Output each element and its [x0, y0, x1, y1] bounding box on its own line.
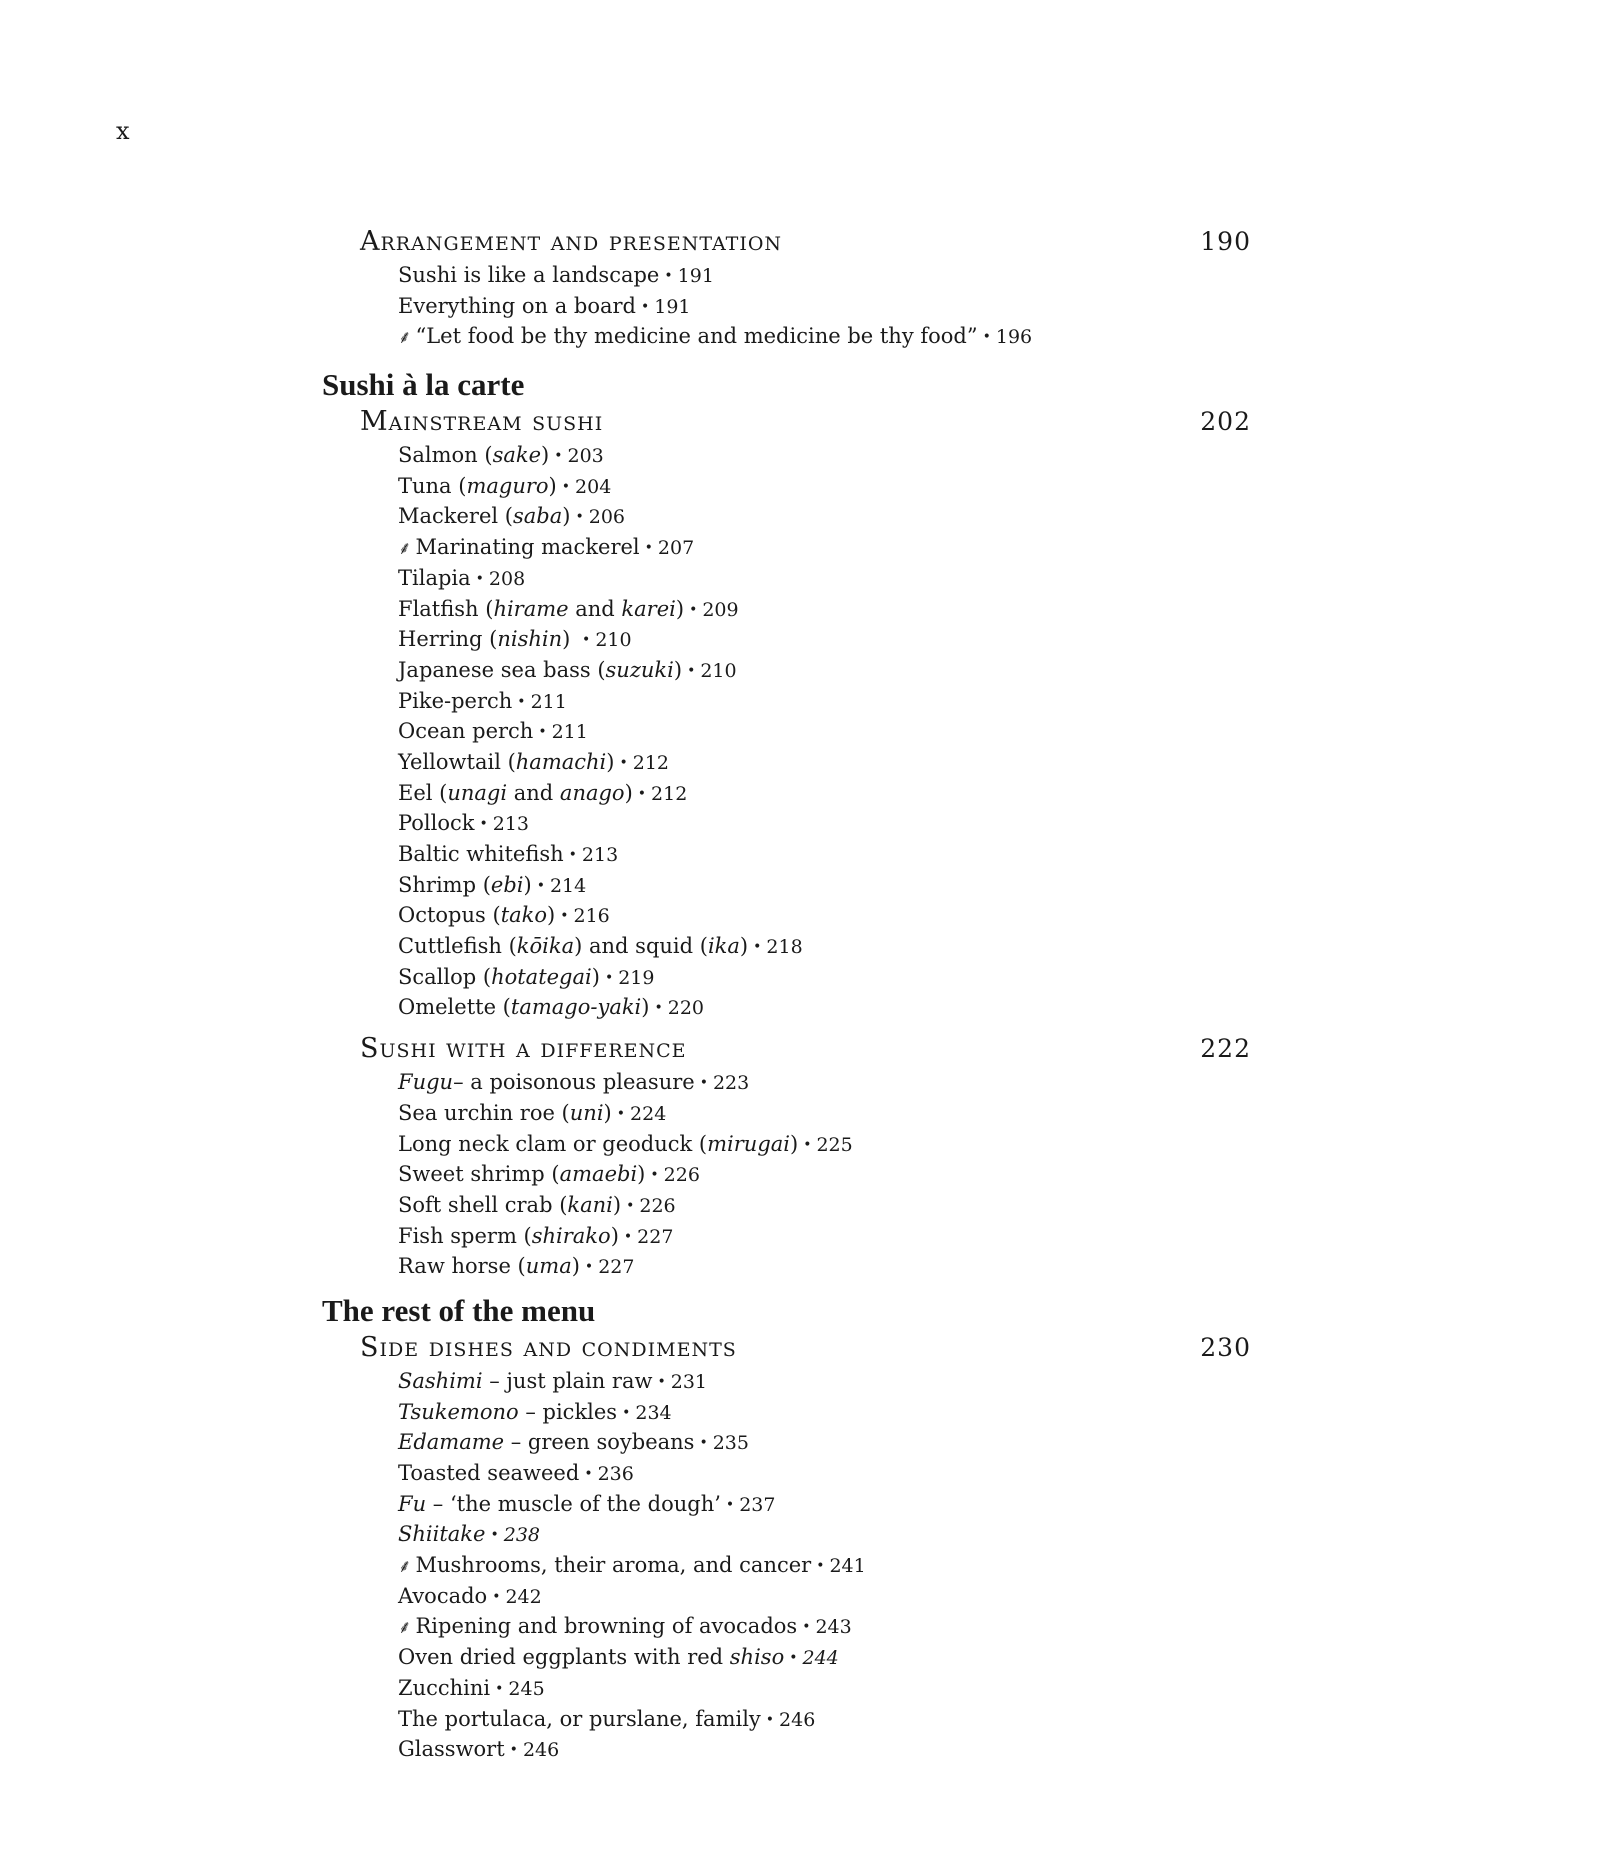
entry-page-number: 223	[712, 1072, 750, 1095]
toc-entry[interactable]	[398, 1067, 1257, 1098]
bullet-separator: •	[490, 1527, 499, 1544]
toc-entry[interactable]	[398, 747, 1257, 778]
entry-page-number: 231	[670, 1370, 708, 1393]
toc-entry[interactable]	[398, 501, 1257, 532]
entry-page-number: 211	[530, 690, 567, 713]
entry-term: hirame	[493, 596, 569, 621]
toc-entry[interactable]	[398, 1159, 1257, 1190]
bullet-separator: •	[816, 1558, 825, 1575]
toc-entry[interactable]	[398, 1673, 1257, 1704]
bullet-separator: •	[619, 754, 628, 771]
toc-entry[interactable]	[398, 1366, 1257, 1397]
toc-entry[interactable]	[398, 870, 1257, 901]
bullet-separator: •	[509, 1742, 518, 1759]
bullet-separator: •	[584, 1466, 593, 1482]
bullet-separator: •	[568, 847, 577, 863]
section-heading[interactable]	[322, 1330, 1257, 1366]
bullet-separator: •	[623, 1228, 633, 1245]
entry-text: Octopus (	[398, 903, 501, 928]
entry-text: )	[790, 1131, 799, 1156]
entry-text: The portulaca, or purslane, family	[398, 1706, 761, 1731]
bullet-separator: •	[802, 1619, 811, 1636]
bullet-separator: •	[689, 601, 698, 618]
entry-text: Yellowtail (	[398, 749, 516, 774]
entry-term: Tsukemono	[398, 1399, 519, 1424]
entry-page-number: 210	[595, 629, 632, 652]
entry-page-number: 241	[829, 1555, 866, 1578]
entry-text: Soft shell crab (	[398, 1192, 568, 1217]
toc-entry[interactable]	[398, 839, 1257, 870]
toc-entry[interactable]	[398, 624, 1257, 655]
page-folio: x	[116, 117, 130, 145]
entry-term: anago	[559, 780, 625, 805]
entry-text: Marinating mackerel	[415, 535, 640, 560]
entry-text: ) and squid (	[574, 934, 708, 959]
entry-text: )	[562, 627, 578, 652]
entry-text: Oven dried eggplants with red	[398, 1645, 730, 1670]
entry-page-number: 209	[702, 598, 739, 621]
bullet-separator: •	[517, 693, 526, 710]
bullet-separator: •	[582, 632, 591, 649]
entry-text: )	[606, 749, 615, 774]
bullet-separator: •	[495, 1680, 504, 1697]
entry-term: shirako	[531, 1223, 611, 1248]
toc-entry[interactable]	[398, 1642, 1257, 1673]
entry-text: Sweet shrimp (	[398, 1162, 560, 1187]
toc-entry[interactable]	[398, 1734, 1257, 1765]
entry-text: Pike-perch	[398, 688, 513, 713]
entry-text: )	[571, 1254, 580, 1279]
entry-list	[322, 260, 1257, 352]
section-page-number: 202	[1200, 407, 1251, 437]
entry-page-number: 227	[598, 1256, 635, 1279]
entry-term: unagi	[447, 780, 508, 805]
entry-term: karei	[621, 596, 676, 621]
entry-term: mirugai	[707, 1131, 790, 1156]
entry-text: – ‘the muscle of the dough’	[426, 1491, 721, 1516]
entry-text: )	[637, 1162, 646, 1187]
toc-entry[interactable]	[398, 1489, 1257, 1520]
entry-page-number: 246	[522, 1739, 560, 1762]
entry-page-number: 243	[815, 1616, 852, 1639]
entry-page-number: 237	[739, 1493, 776, 1516]
toc-entry[interactable]	[398, 686, 1257, 717]
toc-entry[interactable]	[398, 1129, 1257, 1160]
toc-entry[interactable]	[398, 1581, 1257, 1612]
feature-marker-icon: ⸙	[398, 1617, 412, 1639]
entry-page-number: 196	[995, 326, 1033, 349]
entry-page-number: 242	[505, 1585, 542, 1608]
entry-text: – green soybeans	[504, 1430, 695, 1455]
bullet-separator: •	[650, 1167, 659, 1184]
toc-entry[interactable]	[398, 1550, 1257, 1581]
section-heading[interactable]	[322, 224, 1257, 260]
entry-page-number: 212	[651, 782, 688, 805]
entry-term: Fugu	[398, 1070, 454, 1095]
entry-text: )	[641, 995, 650, 1020]
bullet-separator: •	[699, 1075, 708, 1092]
entry-page-number: 204	[575, 475, 612, 498]
entry-text: Salmon (	[398, 443, 493, 468]
toc-entry[interactable]	[398, 1519, 1257, 1550]
entry-text: and	[507, 780, 560, 805]
entry-page-number: 218	[766, 936, 803, 959]
entry-page-number: 191	[677, 265, 714, 287]
entry-text: )	[624, 780, 633, 805]
entry-text: and	[568, 596, 622, 621]
entry-text: )	[739, 934, 749, 959]
entry-text: – pickles	[518, 1399, 618, 1424]
entry-text: )	[612, 1192, 622, 1217]
bullet-separator: •	[803, 1136, 812, 1153]
entry-list	[322, 1366, 1257, 1765]
bullet-separator: •	[982, 329, 991, 346]
toc-section	[322, 1031, 1257, 1282]
entry-term: sake	[492, 443, 542, 468]
entry-text: Mushrooms, their aroma, and cancer	[415, 1553, 812, 1578]
entry-text: Herring (	[398, 627, 498, 652]
entry-text: Zucchini	[398, 1675, 491, 1700]
bullet-separator: •	[616, 1105, 626, 1122]
entry-text: Long neck clam or geoduck (	[398, 1131, 708, 1156]
entry-text: Eel (	[398, 780, 448, 805]
entry-term: ika	[707, 934, 740, 959]
entry-text: Shrimp (	[398, 872, 491, 897]
toc-entry[interactable]	[398, 532, 1257, 563]
bullet-separator: •	[622, 1404, 631, 1421]
entry-page-number: 235	[712, 1432, 749, 1455]
section-title: Sushi with a difference	[360, 1033, 687, 1065]
entry-text: )	[673, 657, 683, 682]
bullet-separator: •	[699, 1435, 708, 1452]
entry-term: uni	[569, 1100, 604, 1125]
toc-entry[interactable]	[398, 992, 1257, 1023]
entry-text: )	[547, 903, 556, 928]
bullet-separator: •	[644, 540, 653, 557]
entry-page-number: 245	[508, 1677, 545, 1700]
bullet-separator: •	[560, 908, 569, 925]
entry-term: Edamame	[398, 1430, 505, 1455]
bullet-separator: •	[561, 478, 571, 495]
bullet-separator: •	[575, 509, 584, 526]
entry-page-number: 213	[492, 813, 530, 836]
entry-term: hamachi	[515, 749, 607, 774]
entry-page-number: 219	[618, 966, 655, 989]
entry-page-number: 238	[503, 1524, 540, 1547]
toc-entry[interactable]	[398, 931, 1257, 962]
bullet-separator: •	[637, 785, 647, 802]
bullet-separator: •	[475, 570, 484, 587]
entry-text: Tilapia	[398, 565, 471, 590]
entry-term: hotategai	[491, 964, 592, 989]
entry-term: nishin	[497, 627, 563, 652]
entry-text: )	[603, 1100, 612, 1125]
toc-entry[interactable]	[398, 321, 1257, 352]
entry-page-number: 216	[573, 905, 610, 928]
bullet-separator: •	[584, 1259, 594, 1276]
bullet-separator: •	[654, 1000, 663, 1017]
entry-page-number: 244	[802, 1647, 839, 1670]
toc-entry[interactable]	[398, 778, 1257, 809]
entry-term: maguro	[466, 473, 549, 498]
entry-text: Everything on a board	[398, 293, 636, 318]
entry-text: Fish sperm (	[398, 1223, 532, 1248]
toc-entry[interactable]	[398, 1458, 1257, 1489]
entry-page-number: 236	[597, 1463, 634, 1485]
feature-marker-icon: ⸙	[398, 327, 412, 349]
entry-term: ebi	[490, 872, 524, 897]
entry-term: shiso	[729, 1645, 785, 1670]
entry-page-number: 203	[567, 445, 604, 468]
entry-text: – just plain raw	[482, 1368, 653, 1393]
entry-page-number: 208	[488, 567, 526, 590]
bullet-separator: •	[664, 268, 673, 284]
entry-page-number: 206	[588, 506, 625, 529]
entry-page-number: 213	[581, 844, 619, 866]
toc-entry[interactable]	[398, 716, 1257, 747]
bullet-separator: •	[479, 816, 488, 833]
bullet-separator: •	[554, 448, 563, 465]
entry-term: kōika	[516, 934, 575, 959]
toc-section	[322, 1330, 1257, 1765]
toc-entry[interactable]	[398, 1704, 1257, 1735]
entry-term: uma	[525, 1254, 572, 1279]
entry-text: Baltic whitefish	[398, 842, 564, 866]
entry-text: Pollock	[398, 811, 475, 836]
entry-term: Sashimi	[398, 1368, 483, 1393]
toc-entry[interactable]	[398, 471, 1257, 502]
section-heading[interactable]	[322, 1031, 1257, 1067]
entry-text: Toasted seaweed	[398, 1461, 580, 1485]
section-page-number: 230	[1200, 1332, 1251, 1362]
feature-marker-icon: ⸙	[398, 1556, 412, 1578]
entry-text: – a poisonous pleasure	[453, 1070, 695, 1095]
toc-entry[interactable]	[398, 962, 1257, 993]
entry-text: )	[675, 596, 685, 621]
entry-text: Japanese sea bass (	[398, 657, 606, 682]
toc-entry[interactable]	[398, 1397, 1257, 1428]
entry-text: )	[591, 964, 600, 989]
toc-entry[interactable]	[398, 1190, 1257, 1221]
bullet-separator: •	[765, 1711, 775, 1728]
entry-text: Scallop (	[398, 964, 492, 989]
entry-page-number: 220	[667, 997, 705, 1020]
entry-text: )	[523, 872, 532, 897]
entry-list	[322, 440, 1257, 1023]
entry-term: amaebi	[559, 1162, 638, 1187]
entry-text: Mackerel (	[398, 504, 513, 529]
toc-section	[322, 224, 1257, 352]
table-of-contents	[322, 224, 1257, 1765]
bullet-separator: •	[536, 877, 545, 894]
toc-entry[interactable]	[398, 808, 1257, 839]
section-page-number: 190	[1200, 227, 1251, 256]
entry-term: Fu	[398, 1491, 427, 1516]
entry-text: “Let food be thy medicine and medicine be thy food”	[415, 324, 978, 349]
toc-entry[interactable]	[398, 594, 1257, 625]
entry-text: Tuna (	[398, 473, 467, 498]
entry-term: suzuki	[605, 657, 674, 682]
entry-page-number: 210	[700, 659, 737, 682]
entry-page-number: 226	[663, 1164, 700, 1187]
entry-page-number: 211	[551, 721, 588, 744]
entry-page-number: 191	[654, 295, 691, 318]
part-heading: Sushi à la carte	[322, 367, 525, 403]
toc-entry[interactable]	[398, 440, 1257, 471]
bullet-separator: •	[492, 1588, 501, 1605]
section-title: Mainstream sushi	[360, 406, 604, 438]
entry-text: )	[548, 473, 557, 498]
entry-text: Raw horse (	[398, 1254, 526, 1279]
entry-page-number: 227	[637, 1225, 674, 1248]
entry-text: Cuttlefish (	[398, 934, 517, 959]
entry-text: Sushi is like a landscape	[398, 263, 660, 287]
bullet-separator: •	[725, 1496, 735, 1513]
bullet-separator: •	[657, 1373, 666, 1390]
entry-term: kani	[567, 1192, 613, 1217]
toc-entry[interactable]	[398, 260, 1257, 291]
bullet-separator: •	[687, 662, 696, 679]
section-title: Side dishes and condiments	[360, 1331, 737, 1363]
toc-entry[interactable]	[398, 655, 1257, 686]
feature-marker-icon: ⸙	[398, 538, 412, 560]
entry-term: saba	[513, 504, 563, 529]
entry-list	[322, 1067, 1257, 1282]
entry-text: Ripening and browning of avocados	[415, 1614, 798, 1639]
entry-text: Flatfish (	[398, 596, 494, 621]
entry-text: )	[541, 443, 550, 468]
toc-entry[interactable]	[398, 900, 1257, 931]
section-page-number: 222	[1200, 1034, 1251, 1064]
entry-term: tako	[500, 903, 548, 928]
entry-text: Sea urchin roe (	[398, 1100, 570, 1125]
entry-page-number: 214	[549, 874, 587, 897]
toc-entry[interactable]	[398, 1221, 1257, 1252]
entry-page-number: 207	[657, 537, 695, 560]
entry-term: Shiitake	[398, 1522, 486, 1547]
toc-section	[322, 404, 1257, 1023]
toc-entry[interactable]	[398, 1611, 1257, 1642]
entry-page-number: 226	[639, 1194, 676, 1217]
entry-page-number: 212	[632, 751, 669, 774]
entry-page-number: 225	[816, 1133, 853, 1156]
bullet-separator: •	[538, 724, 547, 741]
section-title: Arrangement and presentation	[360, 226, 783, 257]
entry-text: Glasswort	[398, 1737, 505, 1762]
bullet-separator: •	[640, 298, 650, 315]
entry-text: Avocado	[398, 1583, 488, 1608]
entry-page-number: 246	[779, 1708, 816, 1731]
toc-entry[interactable]	[398, 1251, 1257, 1282]
entry-text: )	[610, 1223, 619, 1248]
part-heading: The rest of the menu	[322, 1292, 596, 1328]
bullet-separator: •	[604, 969, 614, 986]
toc-entry[interactable]	[398, 291, 1257, 322]
entry-term: tamago-yaki	[510, 995, 642, 1020]
section-heading[interactable]	[322, 404, 1257, 440]
entry-text: Ocean perch	[398, 719, 534, 744]
toc-entry[interactable]	[398, 1098, 1257, 1129]
entry-text: )	[562, 504, 571, 529]
entry-text: Omelette (	[398, 995, 511, 1020]
entry-page-number: 224	[630, 1102, 667, 1125]
bullet-separator: •	[626, 1197, 635, 1214]
toc-entry[interactable]	[398, 563, 1257, 594]
bullet-separator: •	[789, 1650, 798, 1667]
entry-page-number: 234	[635, 1401, 672, 1424]
toc-entry[interactable]	[398, 1427, 1257, 1458]
bullet-separator: •	[753, 939, 762, 956]
